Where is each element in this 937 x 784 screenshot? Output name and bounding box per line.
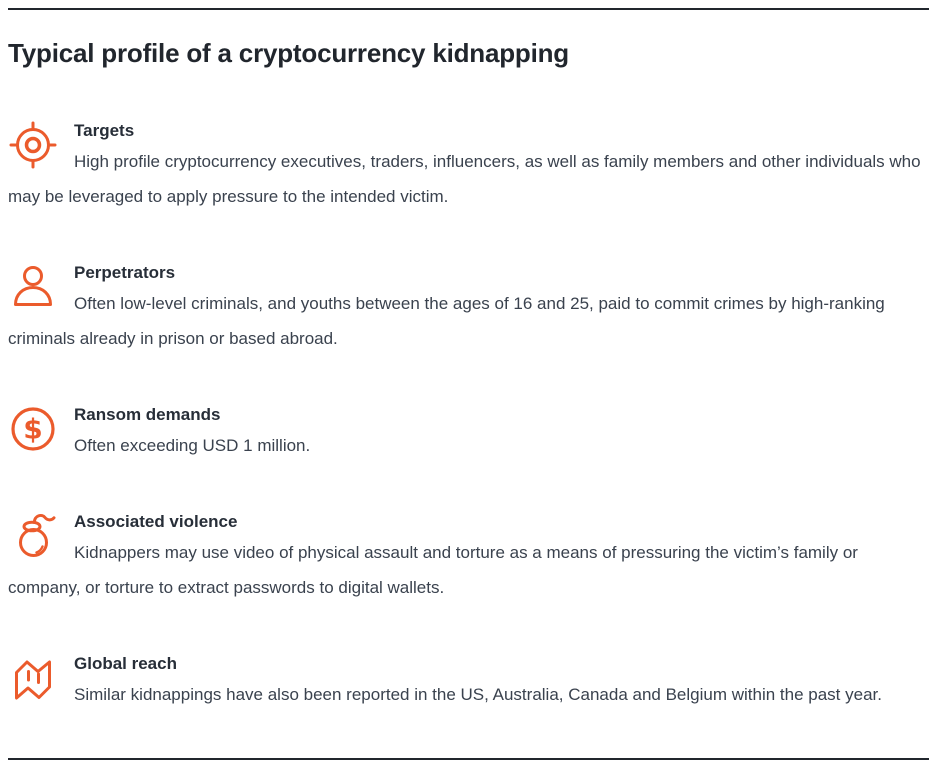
dollar-coin-icon — [8, 404, 58, 454]
section-associated-violence — [8, 509, 929, 605]
section-heading: Ransom demands — [74, 405, 221, 424]
map-icon — [8, 653, 58, 703]
bottom-divider — [8, 758, 929, 760]
section-targets — [8, 118, 929, 214]
section-heading: Perpetrators — [74, 263, 176, 282]
page-title: Typical profile of a cryptocurrency kidnapping — [8, 38, 569, 68]
section-body: Similar kidnappings have also been reported in the US, Australia, Canada and Belgium within the past year. — [74, 685, 882, 704]
section-body: Often exceeding USD 1 million. — [74, 436, 311, 455]
top-divider — [8, 8, 929, 10]
section-body: High profile cryptocurrency executives, traders, influencers, as well as family members and other individuals who may be leveraged to apply pressure to the intended victim. — [8, 152, 921, 206]
section-heading: Targets — [74, 121, 135, 140]
section-body: Kidnappers may use video of physical assault and torture as a means of pressuring the victim’s family or company, or torture to extract passwords to digital wallets. — [8, 543, 858, 597]
person-icon — [8, 262, 58, 312]
svg-text:$: $ — [23, 412, 43, 446]
section-global-reach — [8, 651, 929, 712]
section-heading: Global reach — [74, 654, 177, 673]
section-ransom-demands — [8, 402, 929, 463]
target-icon — [8, 120, 58, 170]
profile-sections — [8, 118, 929, 712]
section-body: Often low-level criminals, and youths between the ages of 16 and 25, paid to commit crimes by high-ranking criminals already in prison or based abroad. — [8, 294, 885, 348]
bomb-icon — [8, 511, 58, 561]
section-perpetrators — [8, 260, 929, 356]
section-heading: Associated violence — [74, 512, 238, 531]
